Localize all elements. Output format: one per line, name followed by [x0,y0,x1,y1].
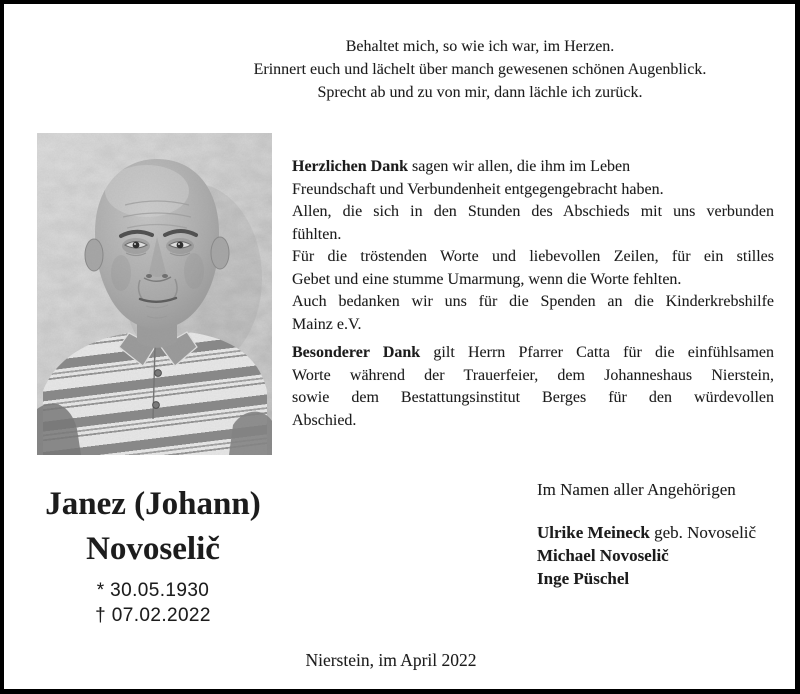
bold-run: Herzlichen Dank [292,158,408,175]
verse-line: Sprecht ab und zu von mir, dann lächle ich zurück. [317,84,643,101]
bold-run: Besonderer Dank [292,344,421,361]
text-run: geb. Novoselič [649,523,757,542]
bold-run: Inge Püschel [537,569,630,588]
portrait-photo-image [37,133,272,455]
life-dates [33,578,273,628]
birth-date: * 30.05.1930 [96,580,210,601]
bold-run: Michael Novoselič [537,546,669,565]
signature-block [537,478,756,590]
deceased-name: Novoselič [86,531,220,567]
thanks-line: Gebet und eine stumme Umarmung, wenn die Worte fehlten. [292,270,682,288]
thanks-line: Freundschaft und Verbundenheit entgegengebracht haben. [292,180,664,198]
deceased-name: Janez (Johann) [45,486,261,522]
thanks-line [292,156,774,179]
thanks-line: Allen, die sich in den Stunden des Abschieds mit uns verbunden [292,203,774,220]
thanks-line: fühlten. [292,225,342,243]
thanks-line: Worte während der Trauerfeier, dem Johanneshaus Nierstein, [292,366,774,384]
deceased-name-block [33,482,273,628]
death-date: † 07.02.2022 [95,605,211,626]
signature-intro: Im Namen aller Angehörigen [537,480,736,499]
verse-line: Behaltet mich, so wie ich war, im Herzen. [345,38,615,55]
text-run: sagen wir allen, die ihm im Leben [408,158,631,175]
place-date-line: Nierstein, im April 2022 [305,650,477,670]
thanks-line: Auch bedanken wir uns für die Spenden an die Kinderkrebshilfe [292,293,774,310]
mourner-name [537,567,756,590]
thanks-text [292,156,774,432]
mourner-name [537,544,756,567]
mourner-name [537,521,756,544]
verse-line: Erinnert euch und lächelt über manch gewesenen schönen Augenblick. [253,61,707,78]
memorial-verse [240,35,720,104]
bold-run: Ulrike Meineck [537,523,650,542]
thanks-line: Mainz e.V. [292,315,362,333]
thanks-line: sowie dem Bestattungsinstitut Berges für den würdevollen [292,389,774,406]
thanks-line: Abschied. [292,411,357,429]
portrait-photo [37,133,272,455]
thanks-line [292,342,774,365]
text-run: gilt Herrn Pfarrer Catta für die einfühlsamen [420,344,774,361]
thanks-line: Für die tröstenden Worte und liebevollen Zeilen, für ein stilles [292,248,774,265]
